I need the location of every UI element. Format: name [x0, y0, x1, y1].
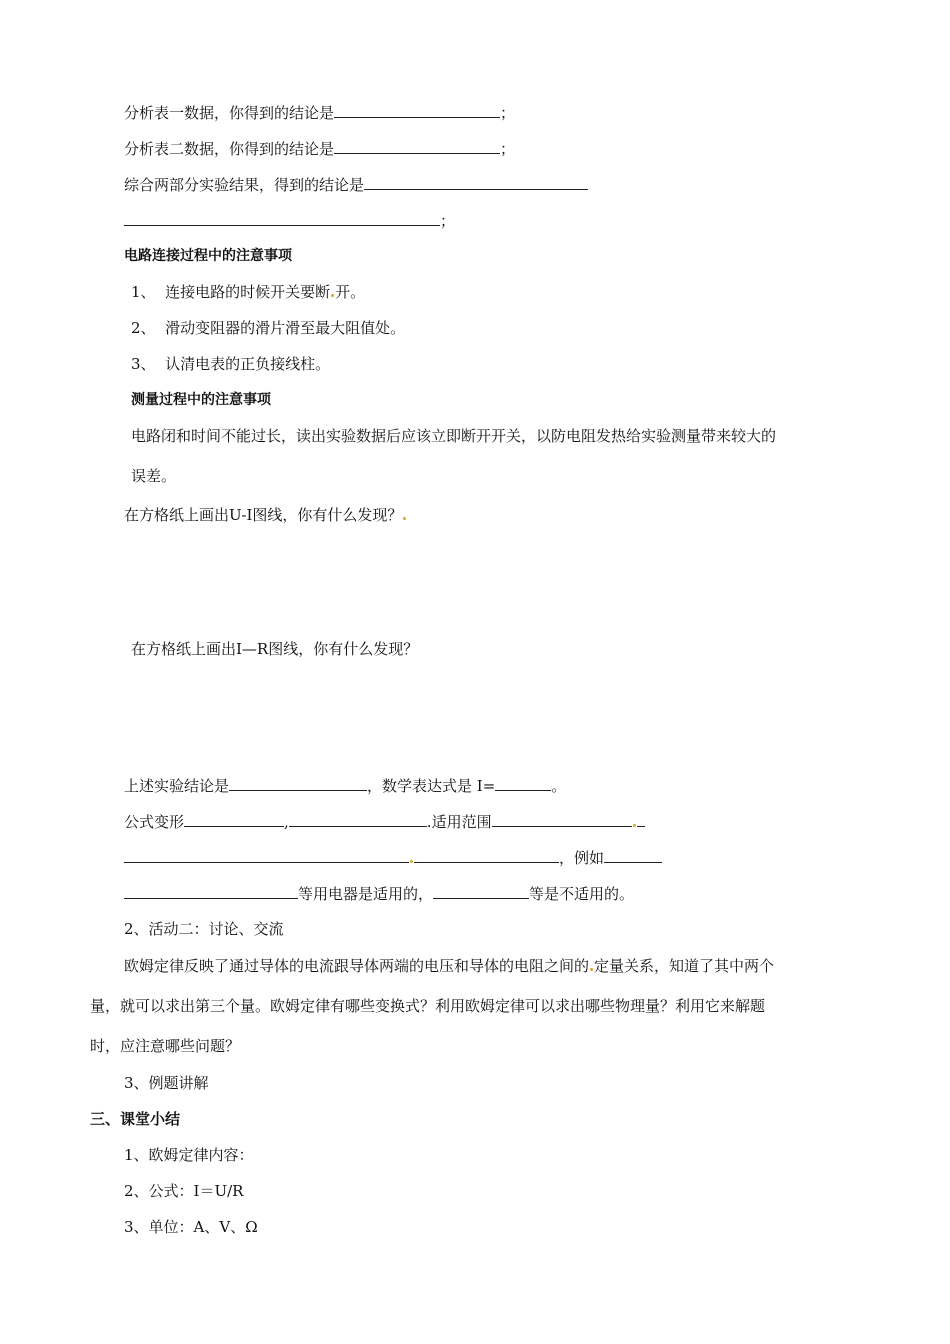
prompt-ir: 在方格纸上画出I—R图线，你有什么发现？: [131, 640, 419, 658]
answer-blank[interactable]: [229, 775, 367, 791]
answer-blank[interactable]: [637, 811, 645, 827]
paragraph: 误差。: [131, 467, 177, 485]
answer-blank[interactable]: [124, 847, 409, 863]
answer-blank[interactable]: [289, 811, 427, 827]
heading-circuit: 电路连接过程中的注意事项: [124, 248, 292, 264]
activity-heading: 2、活动二：讨论、交流: [124, 920, 284, 938]
list-item: 2、 滑动变阻器的滑片滑至最大阻值处。: [131, 319, 406, 337]
paragraph: 量，就可以求出第三个量。欧姆定律有哪些变换式？利用欧姆定律可以求出哪些物理量？利用它来解题: [90, 997, 766, 1015]
conclusion-line: 上述实验结论是 ，数学表达式是 I= 。: [124, 777, 567, 795]
answer-blank[interactable]: [492, 811, 632, 827]
list-item: 1、 连接电路的时候开关要断 开。: [131, 283, 366, 301]
mark-dot: [590, 968, 593, 971]
applicability-line: 等用电器是适用的， 等是不适用的。: [124, 883, 634, 904]
answer-blank[interactable]: [604, 847, 662, 863]
mark-dot: [633, 824, 636, 827]
formula-line: 公式变形 , .适用范围: [124, 811, 645, 832]
analysis-line-4: ；: [124, 210, 455, 231]
answer-blank[interactable]: [124, 883, 298, 899]
heading-measure: 测量过程中的注意事项: [131, 392, 271, 408]
answer-blank[interactable]: [414, 847, 559, 863]
summary-item: 3、单位：A、V、Ω: [124, 1218, 258, 1236]
answer-blank[interactable]: [495, 775, 551, 791]
analysis-line-1: 分析表一数据，你得到的结论是 ；: [124, 104, 516, 122]
mark-dot: [403, 517, 406, 520]
answer-blank[interactable]: [124, 210, 440, 226]
answer-blank[interactable]: [184, 811, 284, 827]
summary-item: 2、公式：I＝U/R: [124, 1182, 244, 1200]
mark-dot: [410, 860, 413, 863]
analysis-line-2: 分析表二数据，你得到的结论是 ；: [124, 140, 516, 158]
analysis-line-3: 综合两部分实验结果，得到的结论是: [124, 174, 588, 195]
prompt-ui: 在方格纸上画出U-I图线，你有什么发现？: [124, 505, 407, 525]
mark-dot: [331, 294, 334, 297]
summary-item: 1、欧姆定律内容：: [124, 1146, 254, 1164]
answer-blank[interactable]: [334, 102, 500, 118]
paragraph: 电路闭和时间不能过长，读出实验数据后应该立即断开开关，以防电阻发热给实验测量带来较大的: [131, 427, 777, 445]
paragraph: 时，应注意哪些问题？: [90, 1037, 241, 1055]
answer-blank[interactable]: [433, 883, 529, 899]
example-heading: 3、例题讲解: [124, 1074, 209, 1092]
section-heading: 三、课堂小结: [90, 1110, 181, 1128]
formula-continued: ，例如: [124, 847, 662, 868]
paragraph: 欧姆定律反映了通过导体的电流跟导体两端的电压和导体的电阻之间的 定量关系，知道了其中两个: [124, 957, 775, 975]
list-item: 3、 认清电表的正负接线柱。: [131, 355, 331, 373]
answer-blank[interactable]: [334, 138, 500, 154]
answer-blank[interactable]: [364, 174, 588, 190]
